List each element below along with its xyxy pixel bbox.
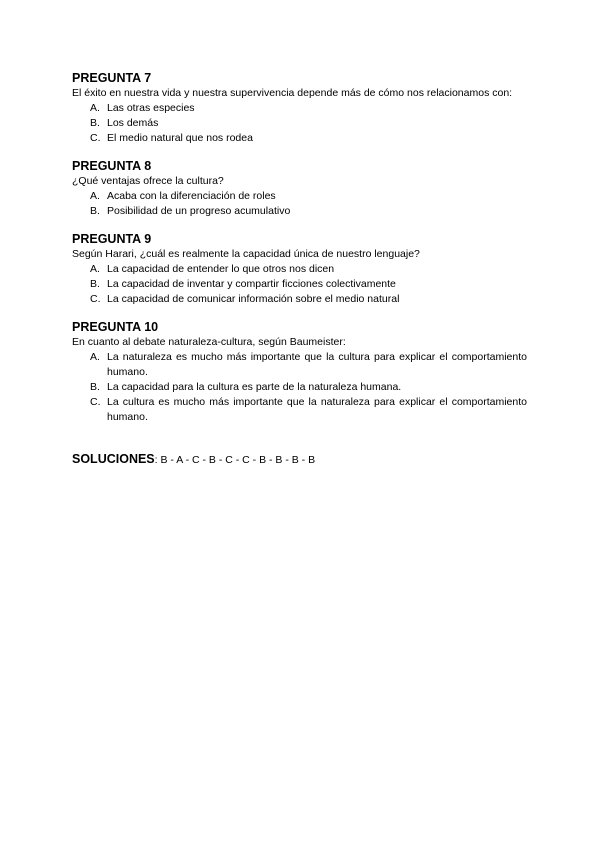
question-text: El éxito en nuestra vida y nuestra supervivencia depende más de cómo nos relacionamos con:	[72, 87, 513, 99]
option-letter: A.	[90, 351, 100, 363]
option-letter: B.	[90, 381, 100, 393]
question-7	[72, 71, 527, 146]
option-text: Los demás	[107, 117, 159, 129]
option-text: Las otras especies	[107, 102, 195, 114]
option-letter: A.	[90, 190, 100, 202]
option-a	[72, 350, 527, 380]
option-text: La capacidad para la cultura es parte de la naturaleza humana.	[107, 381, 402, 393]
option-letter: A.	[90, 263, 100, 275]
solutions-line	[72, 452, 527, 468]
question-10	[72, 320, 527, 425]
option-text: La capacidad de inventar y compartir ficciones colectivamente	[107, 278, 396, 290]
option-b	[72, 277, 527, 292]
option-c	[72, 395, 527, 425]
document-page	[72, 71, 527, 468]
option-text: La naturaleza es mucho más importante que la cultura para explicar el comportamiento humano.	[107, 351, 527, 378]
option-letter: B.	[90, 117, 100, 129]
option-letter: B.	[90, 278, 100, 290]
option-a	[72, 189, 527, 204]
question-title: PREGUNTA 10	[72, 320, 159, 334]
option-c	[72, 292, 527, 307]
option-text: El medio natural que nos rodea	[107, 132, 253, 144]
option-list	[72, 262, 527, 307]
question-title: PREGUNTA 9	[72, 232, 152, 246]
solutions-separator: :	[154, 454, 161, 466]
option-letter: A.	[90, 102, 100, 114]
option-list	[72, 189, 527, 219]
option-letter: B.	[90, 205, 100, 217]
option-text: La cultura es mucho más importante que la naturaleza para explicar el comportamiento humano.	[107, 396, 527, 423]
option-b	[72, 204, 527, 219]
option-text: La capacidad de entender lo que otros nos dicen	[107, 263, 335, 275]
option-a	[72, 101, 527, 116]
question-9	[72, 232, 527, 307]
option-text: Acaba con la diferenciación de roles	[107, 190, 276, 202]
solutions-answers: B - A - C - B - C - C - B - B - B - B	[160, 454, 316, 466]
option-a	[72, 262, 527, 277]
option-c	[72, 131, 527, 146]
option-list	[72, 101, 527, 146]
question-title: PREGUNTA 7	[72, 71, 152, 85]
option-list	[72, 350, 527, 425]
question-text: Según Harari, ¿cuál es realmente la capacidad única de nuestro lenguaje?	[72, 248, 420, 260]
option-letter: C.	[90, 132, 101, 144]
option-letter: C.	[90, 293, 101, 305]
option-text: La capacidad de comunicar información sobre el medio natural	[107, 293, 400, 305]
option-letter: C.	[90, 396, 101, 408]
option-b	[72, 380, 527, 395]
question-text: ¿Qué ventajas ofrece la cultura?	[72, 175, 224, 187]
solutions-label: SOLUCIONES	[72, 452, 155, 466]
option-b	[72, 116, 527, 131]
option-text: Posibilidad de un progreso acumulativo	[107, 205, 291, 217]
question-8	[72, 159, 527, 219]
question-text: En cuanto al debate naturaleza-cultura, según Baumeister:	[72, 336, 346, 348]
question-title: PREGUNTA 8	[72, 159, 152, 173]
